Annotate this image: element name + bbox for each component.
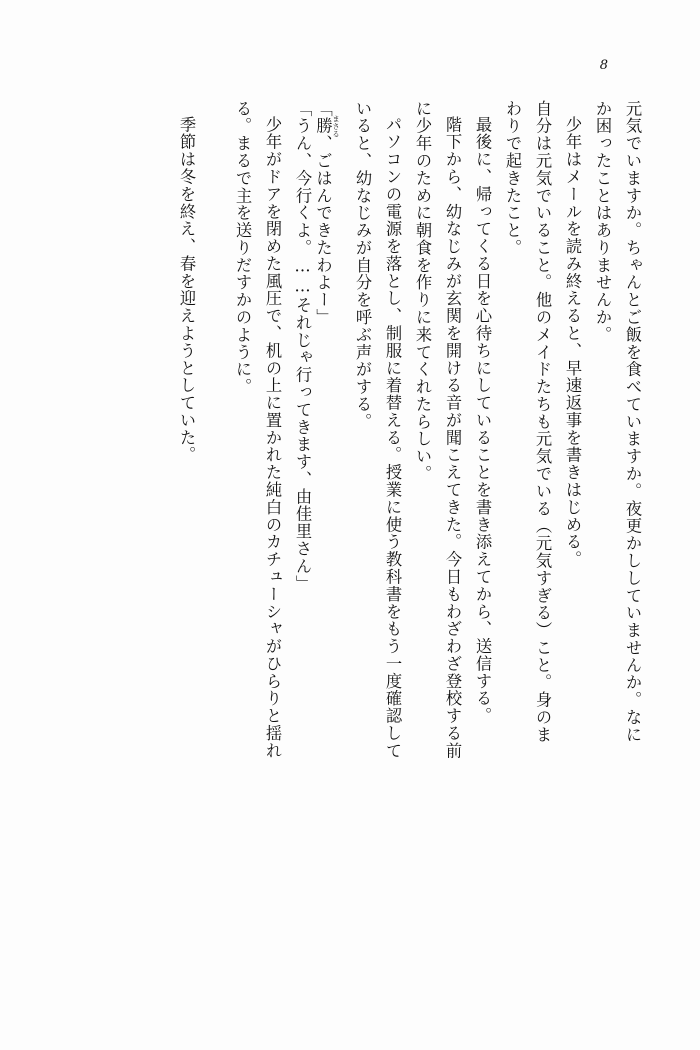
dialogue-line-masaru: 「勝 まさる、ごはんできたわよー」 (313, 100, 341, 327)
page-number: 8 (599, 58, 608, 73)
text-column: 「うん、今行くよ。……それじゃ行ってきます、由佳里さん」 (293, 100, 312, 593)
text-column: る。まるで主を送りだすかのように。 (233, 100, 252, 396)
text-column: わりで起きたこと。 (503, 100, 522, 257)
text-column: 元気でいますか。ちゃんとご飯を食べていますか。夜更かししていませんか。なに (623, 100, 642, 744)
text-column: いると、幼なじみが自分を呼ぶ声がする。 (353, 100, 372, 431)
text-column: 最後に、帰ってくる日を心待ちにしていることを書き添えてから、送信する。 (473, 116, 492, 725)
ruby-masaru (313, 114, 341, 138)
ruby-reading: まさる (331, 114, 341, 138)
text-column-with-ruby (310, 100, 340, 990)
text-column: 階下から、幼なじみが玄関を開ける音が聞こえてきた。今日もわざわざ登校する前 (443, 116, 462, 760)
text-column: パソコンの電源を落とし、制服に着替える。授業に使う教科書をもう一度確認して (383, 116, 402, 760)
text-column: 自分は元気でいること。他のメイドたちも元気でいる（元気すぎる）こと。身のま (533, 100, 552, 744)
text-column: に少年のために朝食を作りに来てくれたらしい。 (413, 100, 432, 483)
ruby-base: 勝 (313, 114, 333, 138)
text-column: か困ったことはありませんか。 (593, 100, 612, 344)
text-column: 少年がドアを閉めた風圧で、机の上に置かれた純白のカチューシャがひらりと揺れ (263, 116, 282, 760)
text-column: 少年はメールを読み終えると、早速返事を書きはじめる。 (563, 116, 582, 569)
column-gap (194, 100, 220, 101)
vertical-text-body (58, 100, 640, 990)
text-column-final: 季節は冬を終え、春を迎えようとしていた。 (177, 116, 196, 464)
